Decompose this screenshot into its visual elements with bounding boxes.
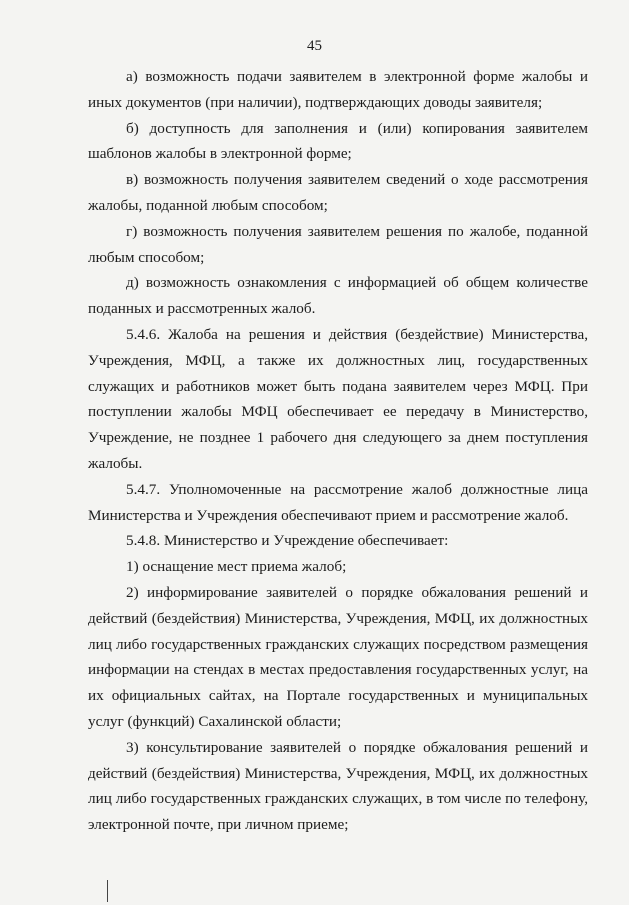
paragraph-item-3: 3) консультирование заявителей о порядке обжалования решений и действий (бездействия) Министерства, Учреждения, МФЦ, их должностных лиц либо государственных гражданских служащих, в том числе по телефону, электронной почте, при личном приеме;: [88, 738, 588, 834]
paragraph-5-4-7: 5.4.7. Уполномоченные на рассмотрение жалоб должностные лица Министерства и Учреждения обеспечивают прием и рассмотрение жалоб.: [88, 480, 588, 524]
paragraph-a: а) возможность подачи заявителем в электронной форме жалобы и иных документов (при наличии), подтверждающих доводы заявителя;: [88, 68, 588, 111]
paragraph-5-4-6: 5.4.6. Жалоба на решения и действия (бездействие) Министерства, Учреждения, МФЦ, а также их должностных лиц, государственных служащих и работников может быть подана заявителем через МФЦ. При поступлении жалобы МФЦ обеспечивает ее передачу в Министерство, Учреждение, не позднее 1 рабочего дня следующего за днем поступления жалобы.: [88, 325, 588, 472]
page-number: 45: [307, 38, 322, 54]
paragraph-d: д) возможность ознакомления с информацией об общем количестве поданных и рассмотренных жалоб.: [88, 274, 588, 318]
paragraph-item-2: 2) информирование заявителей о порядке обжалования решений и действий (бездействия) Министерства, Учреждения, МФЦ, их должностных лиц либо государственных гражданских служащих посредством размещения информации на стендах в местах предоставления государственных услуг, на их официальных сайтах, на Портале государственных и муниципальных услуг (функций) Сахалинской области;: [88, 583, 588, 730]
paragraph-g: г) возможность получения заявителем решения по жалобе, поданной любым способом;: [88, 222, 588, 266]
document-body: [88, 64, 588, 838]
margin-mark: [107, 880, 108, 902]
paragraph-v: в) возможность получения заявителем сведений о ходе рассмотрения жалобы, поданной любым способом;: [88, 171, 588, 214]
paragraph-b: б) доступность для заполнения и (или) копирования заявителем шаблонов жалобы в электронной форме;: [88, 119, 588, 163]
paragraph-item-1: 1) оснащение мест приема жалоб;: [126, 558, 347, 576]
paragraph-5-4-8: 5.4.8. Министерство и Учреждение обеспечивает:: [126, 532, 449, 550]
